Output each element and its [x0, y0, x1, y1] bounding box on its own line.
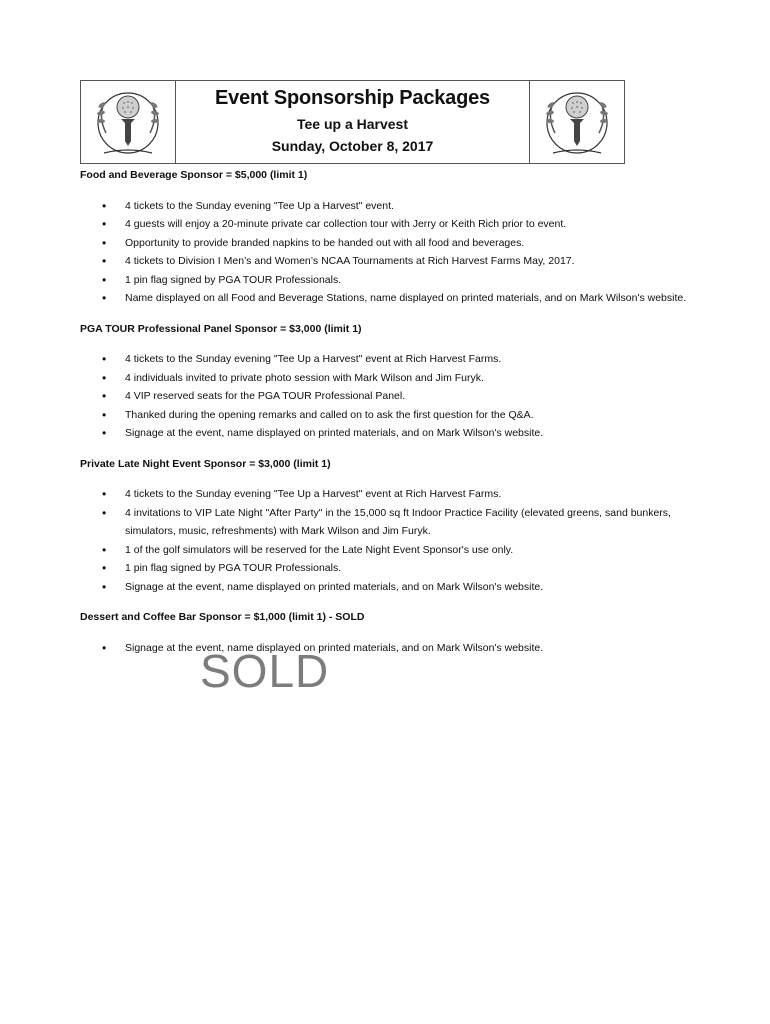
list-item: • 1 of the golf simulators will be reserved for the Late Night Event Sponsor's use only.: [80, 541, 690, 560]
golf-ball-on-tee-laurel-icon: [539, 85, 615, 161]
list-item: • 1 pin flag signed by PGA TOUR Professionals.: [80, 271, 690, 290]
list-item: • 4 guests will enjoy a 20-minute private car collection tour with Jerry or Keith Rich prior to event.: [80, 215, 690, 234]
header-box: [80, 80, 625, 164]
list-item: • 4 tickets to the Sunday evening "Tee Up a Harvest" event.: [80, 197, 690, 216]
bullet-list: [80, 197, 690, 308]
list-item: • 4 VIP reserved seats for the PGA TOUR Professional Panel.: [80, 387, 690, 406]
golf-ball-on-tee-laurel-icon: [90, 85, 166, 161]
event-name: Tee up a Harvest: [296, 116, 408, 132]
list-item: • 1 pin flag signed by PGA TOUR Professionals.: [80, 559, 690, 578]
header-text: [176, 81, 529, 154]
bullet-list: [80, 639, 690, 658]
list-item: • Thanked during the opening remarks and called on to ask the first question for the Q&A.: [80, 406, 690, 425]
list-item: • 4 tickets to Division I Men’s and Women’s NCAA Tournaments at Rich Harvest Farms May, 2017.: [80, 252, 690, 271]
sponsorship-list: [80, 166, 690, 669]
header-divider-right: [529, 81, 530, 163]
list-item: • Name displayed on all Food and Beverage Stations, name displayed on printed materials, and on Mark Wilson's website.: [80, 289, 690, 308]
list-item: • Signage at the event, name displayed on printed materials, and on Mark Wilson's website.: [80, 578, 690, 597]
list-item: • 4 tickets to the Sunday evening "Tee Up a Harvest" event at Rich Harvest Farms.: [80, 485, 690, 504]
list-item: • 4 individuals invited to private photo session with Mark Wilson and Jim Furyk.: [80, 369, 690, 388]
section-title: Dessert and Coffee Bar Sponsor = $1,000 (limit 1) - SOLD: [80, 611, 365, 623]
list-item: • 4 tickets to the Sunday evening "Tee Up a Harvest" event at Rich Harvest Farms.: [80, 350, 690, 369]
section-title: Private Late Night Event Sponsor = $3,000 (limit 1): [80, 457, 331, 470]
list-item: • 4 invitations to VIP Late Night "After Party" in the 15,000 sq ft Indoor Practice Facility (elevated greens, sand bunkers, simulators, music, refreshments) with Mark Wilson and Jim Furyk.: [80, 504, 690, 541]
list-item: • Signage at the event, name displayed on printed materials, and on Mark Wilson's website.: [80, 639, 690, 658]
page-title: Event Sponsorship Packages: [215, 87, 490, 109]
event-date: Sunday, October 8, 2017: [271, 138, 434, 154]
section-pga-panel: [80, 320, 690, 443]
list-item: • Signage at the event, name displayed on printed materials, and on Mark Wilson's website.: [80, 424, 690, 443]
bullet-list: [80, 485, 690, 596]
bullet-list: [80, 350, 690, 443]
section-dessert-coffee: [80, 608, 690, 657]
sold-stamp: SOLD: [200, 645, 330, 697]
section-title: Food and Beverage Sponsor = $5,000 (limit 1): [80, 169, 308, 181]
section-late-night: [80, 455, 690, 597]
section-food-beverage: [80, 166, 690, 308]
section-title: PGA TOUR Professional Panel Sponsor = $3,000 (limit 1): [80, 322, 362, 335]
list-item: • Opportunity to provide branded napkins to be handed out with all food and beverages.: [80, 234, 690, 253]
